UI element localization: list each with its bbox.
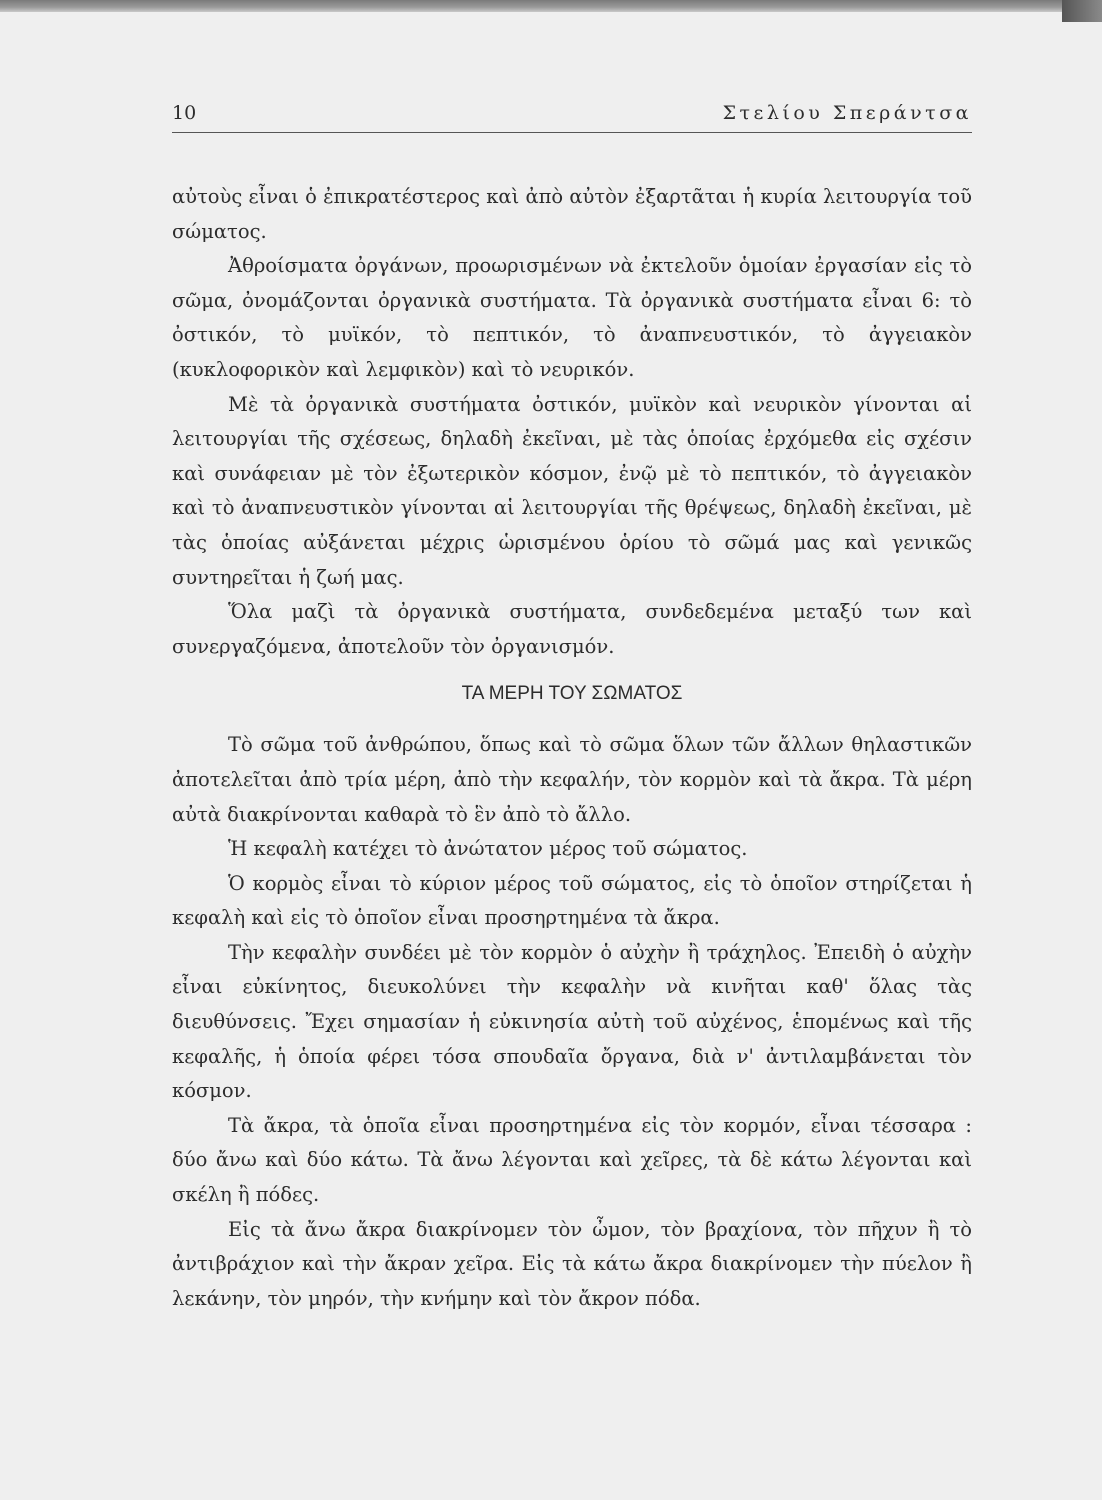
book-page bbox=[0, 12, 1102, 1500]
paragraph: Τὴν κεφαλὴν συνδέει μὲ τὸν κορμὸν ὁ αὐχὴν ἢ τράχηλος. Ἐπειδὴ ὁ αὐχὴν εἶναι εὐκίνητος, διευκολύνει τὴν κεφαλὴν νὰ κινῆται καθ' ὅλας τὰς διευθύνσεις. Ἔχει σημασίαν ἡ εὐκινησία αὐτὴ τοῦ αὐχένος, ἑπομένως καὶ τῆς κεφαλῆς, ἡ ὁποία φέρει τόσα σπουδαῖα ὄργανα, διὰ ν' ἀντιλαμβάνεται τὸν κόσμον. bbox=[172, 940, 972, 1103]
paragraph: Ἡ κεφαλὴ κατέχει τὸ ἀνώτατον μέρος τοῦ σώματος. bbox=[228, 837, 748, 861]
paragraph: Τὸ σῶμα τοῦ ἀνθρώπου, ὅπως καὶ τὸ σῶμα ὅλων τῶν ἄλλων θηλαστικῶν ἀποτελεῖται ἀπὸ τρία μέρη, ἀπὸ τὴν κεφαλήν, τὸν κορμὸν καὶ τὰ ἄκρα. Τὰ μέρη αὐτὰ διακρίνονται καθαρὰ τὸ ἓν ἀπὸ τὸ ἄλλο. bbox=[172, 733, 972, 826]
paragraph: αὐτοὺς εἶναι ὁ ἐπικρατέστερος καὶ ἀπὸ αὐτὸν ἐξαρτᾶται ἡ κυρία λειτουργία τοῦ σώματος. bbox=[172, 185, 972, 243]
paragraph: Ἀθροίσματα ὀργάνων, προωρισμένων νὰ ἐκτελοῦν ὁμοίαν ἐργασίαν εἰς τὸ σῶμα, ὀνομάζονται ὀργανικὰ συστήματα. Τὰ ὀργανικὰ συστήματα εἶναι 6: τὸ ὀστικόν, τὸ μυϊκόν, τὸ πεπτικόν, τὸ ἀναπνευστικόν, τὸ ἀγγειακὸν (κυκλοφορικὸν καὶ λεμφικὸν) καὶ τὸ νευρικόν. bbox=[172, 254, 972, 381]
page-body bbox=[172, 180, 972, 1316]
paragraph: Τὰ ἄκρα, τὰ ὁποῖα εἶναι προσηρτημένα εἰς τὸν κορμόν, εἶναι τέσσαρα : δύο ἄνω καὶ δύο κάτω. Τὰ ἄνω λέγονται καὶ χεῖρες, τὰ δὲ κάτω λέγονται καὶ σκέλη ἢ πόδες. bbox=[172, 1113, 972, 1207]
paragraph: Μὲ τὰ ὀργανικὰ συστήματα ὀστικόν, μυϊκὸν καὶ νευρικὸν γίνονται αἱ λειτουργίαι τῆς σχέσεως, δηλαδὴ ἐκεῖναι, μὲ τὰς ὁποίας ἐρχόμεθα εἰς σχέσιν καὶ συνάφειαν μὲ τὸν ἐξωτερικὸν κόσμον, ἐνῷ μὲ τὸ πεπτικόν, τὸ ἀγγειακὸν καὶ τὸ ἀναπνευστικὸν γίνονται αἱ λειτουργίαι τῆς θρέψεως, δηλαδὴ ἐκεῖναι, μὲ τὰς ὁποίας αὐξάνεται μέχρις ὡρισμένου ὁρίου τὸ σῶμά μας καὶ γενικῶς συντηρεῖται ἡ ζωή μας. bbox=[172, 392, 972, 589]
header-rule bbox=[172, 132, 972, 133]
paragraph: Ὅλα μαζὶ τὰ ὀργανικὰ συστήματα, συνδεδεμένα μεταξύ των καὶ συνεργαζόμενα, ἀποτελοῦν τὸν ὀργανισμόν. bbox=[172, 600, 972, 658]
paragraph: Ὁ κορμὸς εἶναι τὸ κύριον μέρος τοῦ σώματος, εἰς τὸ ὁποῖον στηρίζεται ἡ κεφαλὴ καὶ εἰς τὸ ὁποῖον εἶναι προσηρτημένα τὰ ἄκρα. bbox=[172, 871, 972, 930]
page-header bbox=[172, 102, 972, 132]
paragraph: Εἰς τὰ ἄνω ἄκρα διακρίνομεν τὸν ὦμον, τὸν βραχίονα, τὸν πῆχυν ἢ τὸ ἀντιβράχιον καὶ τὴν ἄκραν χεῖρα. Εἰς τὰ κάτω ἄκρα διακρίνομεν τὴν πύελον ἢ λεκάνην, τὸν μηρόν, τὴν κνήμην καὶ τὸν ἄκρον πόδα. bbox=[172, 1217, 972, 1310]
section-heading: ΤΑ ΜΕΡΗ ΤΟΥ ΣΩΜΑΤΟΣ bbox=[461, 683, 683, 705]
scan-top-edge bbox=[0, 0, 1102, 12]
page-number: 10 bbox=[172, 102, 197, 124]
running-head: Στελίου Σπεράντσα bbox=[722, 102, 972, 124]
